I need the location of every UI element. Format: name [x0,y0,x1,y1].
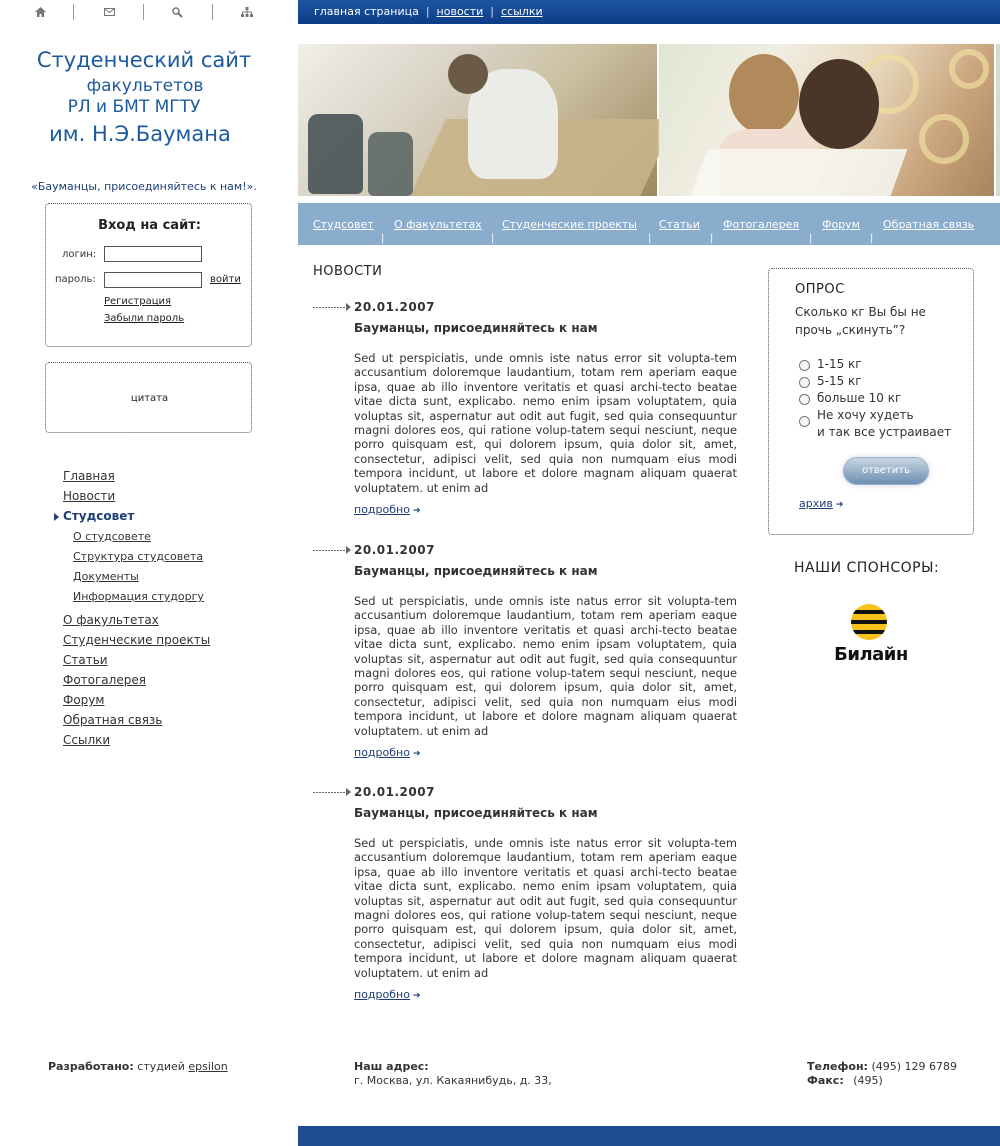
footer-dev-link[interactable]: epsilon [188,1060,228,1073]
search-icon[interactable] [167,4,187,20]
sponsors-title: НАШИ СПОНСОРЫ: [794,560,940,576]
poll-option-radio[interactable] [799,416,810,427]
arrow-right-icon: ➔ [412,749,421,759]
hero-banner [298,44,1000,196]
footer-address-label: Наш адрес: [354,1060,429,1073]
footer-developer [48,1060,228,1074]
footer-phone-label: Телефон: [807,1060,868,1073]
divider: | [490,5,495,18]
site-title [0,44,298,150]
poll-option-label: Не хочу худеть [817,408,914,422]
left-menu-item-active[interactable]: Студсовет [63,509,135,523]
footer-contacts [807,1060,957,1088]
footer-dev-label: Разработано: [48,1060,134,1073]
login-input[interactable] [104,246,202,262]
home-icon[interactable] [30,4,50,20]
left-menu-item[interactable]: О факультетах [63,613,159,627]
main-nav-item[interactable]: Студсовет [313,218,374,231]
quote-text: цитата [130,393,169,404]
divider [212,4,213,20]
poll-archive-link[interactable] [799,497,843,510]
poll-submit-button[interactable]: ответить [843,457,929,485]
quote-box [45,362,252,433]
sponsor-logo-text: Билайн [834,644,908,665]
hero-photo-edge [996,44,1000,196]
main-nav-item[interactable]: Фотогалерея [723,218,800,231]
password-input[interactable] [104,272,202,288]
left-submenu-item[interactable]: Документы [73,570,139,583]
divider: | [710,233,714,244]
bottom-bar [298,1126,1000,1146]
left-menu-item[interactable]: Форум [63,693,105,707]
news-more-link[interactable] [354,746,421,759]
poll-archive-label: архив [799,497,833,510]
divider [73,4,74,20]
top-nav [314,5,543,18]
footer-dev-text: студией [137,1060,185,1073]
left-menu-item[interactable]: Ссылки [63,733,111,747]
news-date: 20.01.2007 [354,300,435,314]
news-item [313,785,737,1005]
poll-option-label: больше 10 кг [817,391,902,405]
main-nav-item[interactable]: Обратная связь [883,218,975,231]
left-menu-item[interactable]: Главная [63,469,115,483]
poll-question: Сколько кг Вы бы не прочь „скинуть”? [795,305,926,337]
top-strip [298,0,1000,24]
poll-option-radio[interactable] [799,377,810,388]
left-submenu-item[interactable]: О студсовете [73,530,151,543]
news-more-label: подробно [354,503,410,516]
news-date: 20.01.2007 [354,543,435,557]
site-title-line: факультетов [86,76,204,96]
main-nav-item[interactable]: Форум [822,218,860,231]
main-nav [298,203,1000,245]
divider: | [809,233,813,244]
footer-phone: (495) 129 6789 [871,1060,958,1073]
poll-option-label: 1-15 кг [817,357,862,371]
left-menu-item[interactable]: Новости [63,489,116,503]
news-more-link[interactable] [354,503,421,516]
arrow-icon [346,788,351,796]
arrow-right-icon: ➔ [835,500,844,510]
poll-title: ОПРОС [795,282,845,297]
site-title-line: РЛ и БМТ МГТУ [67,97,201,117]
news-item [313,543,737,763]
main-nav-item[interactable]: Статьи [659,218,700,231]
register-link[interactable]: Регистрация [104,296,172,307]
divider [143,4,144,20]
arrow-icon [346,303,351,311]
footer-fax: (495) [853,1074,883,1087]
divider: | [425,5,430,18]
arrow-icon [346,546,351,554]
news-heading: НОВОСТИ [313,264,383,279]
poll-option-radio[interactable] [799,360,810,371]
login-label: логин: [62,249,97,260]
news-title: Бауманцы, присоединяйтесь к нам [354,806,598,820]
left-submenu-item[interactable]: Структура студсовета [73,550,204,563]
slogan: «Бауманцы, присоединяйтесь к нам!». [31,180,257,193]
beeline-ball-icon [851,604,887,640]
divider: | [648,233,652,244]
site-title-line: Студенческий сайт [36,48,252,72]
news-item [313,300,737,520]
hero-photo-student-sleeping [298,44,657,196]
arrow-right-icon: ➔ [412,506,421,516]
news-body: Sed ut perspiciatis, unde omnis iste natus error sit volupta-tem accusantium doloremque laudantium, totam rem aperiam eaque ipsa, quae ab illo inventore veritatis et quasi archi-tecto beatae vitae dicta sunt, explicabo. nemo enim ipsam voluptatem, quia voluptas sit, aspernatur aut odit aut fugit, sed quia consequuntur magni dolores eos, qui ratione volup-tatem sequi nesciunt, neque porro quisquam est, qui dolorem ipsum, quia dolor sit, amet, consectetur, adipisci velit, sed quia non numquam eius modi tempora incidunt, ut labore et dolore magnam aliquam quaerat voluptatem. ut enim ad [354,836,737,980]
arrow-right-icon: ➔ [412,991,421,1001]
sponsor-logo-beeline[interactable] [830,602,912,672]
left-menu-item[interactable]: Фотогалерея [63,673,146,687]
site-title-line: им. Н.Э.Баумана [49,122,231,146]
login-submit-link[interactable]: войти [210,274,241,285]
left-menu-item[interactable]: Студенческие проекты [63,633,211,647]
poll-option-label: 5-15 кг [817,374,862,388]
left-submenu-item[interactable]: Информация студоргу [73,590,204,603]
divider: | [870,233,874,244]
poll-option-label-continued: и так все устраивает [817,425,952,439]
divider: | [381,233,385,244]
news-more-label: подробно [354,746,410,759]
main-nav-item[interactable]: О факультетах [394,218,482,231]
active-arrow-icon [54,513,59,521]
news-body: Sed ut perspiciatis, unde omnis iste natus error sit volupta-tem accusantium doloremque laudantium, totam rem aperiam eaque ipsa, quae ab illo inventore veritatis et quasi archi-tecto beatae vitae dicta sunt, explicabo. nemo enim ipsam voluptatem, quia voluptas sit, aspernatur aut odit aut fugit, sed quia consequuntur magni dolores eos, qui ratione volup-tatem sequi nesciunt, neque porro quisquam est, qui dolorem ipsum, quia dolor sit, amet, consectetur, adipisci velit, sed quia non numquam eius modi tempora incidunt, ut labore et dolore magnam aliquam quaerat voluptatem. ut enim ad [354,351,737,495]
mail-icon[interactable] [99,4,119,20]
forgot-password-link[interactable]: Забыли пароль [104,313,185,324]
news-title: Бауманцы, присоединяйтесь к нам [354,321,598,335]
footer-address [354,1060,552,1088]
login-box [45,203,252,347]
left-menu-item[interactable]: Обратная связь [63,713,163,727]
top-nav-link-news[interactable]: новости [436,5,484,18]
top-nav-current: главная страница [314,5,419,18]
footer-fax-label: Факс: [807,1074,844,1087]
hero-photo-students-reading [659,44,994,196]
top-icon-bar [0,0,298,24]
news-title: Бауманцы, присоединяйтесь к нам [354,564,598,578]
poll-box [768,268,974,535]
news-date: 20.01.2007 [354,785,435,799]
login-title: Вход на сайт: [98,218,201,233]
divider: | [491,233,495,244]
main-nav-item[interactable]: Студенческие проекты [502,218,637,231]
footer-address-text: г. Москва, ул. Какаянибудь, д. 33, [354,1074,552,1087]
top-nav-link-links[interactable]: ссылки [501,5,543,18]
sitemap-icon[interactable] [237,4,257,20]
news-more-link[interactable] [354,988,421,1001]
password-label: пароль: [55,274,96,285]
poll-option-radio[interactable] [799,394,810,405]
news-more-label: подробно [354,988,410,1001]
news-body: Sed ut perspiciatis, unde omnis iste natus error sit volupta-tem accusantium doloremque laudantium, totam rem aperiam eaque ipsa, quae ab illo inventore veritatis et quasi archi-tecto beatae vitae dicta sunt, explicabo. nemo enim ipsam voluptatem, quia voluptas sit, aspernatur aut odit aut fugit, sed quia consequuntur magni dolores eos, qui ratione volup-tatem sequi nesciunt, neque porro quisquam est, qui dolorem ipsum, quia dolor sit, amet, consectetur, adipisci velit, sed quia non numquam eius modi tempora incidunt, ut labore et dolore magnam aliquam quaerat voluptatem. ut enim ad [354,594,737,738]
left-menu-item[interactable]: Статьи [63,653,108,667]
